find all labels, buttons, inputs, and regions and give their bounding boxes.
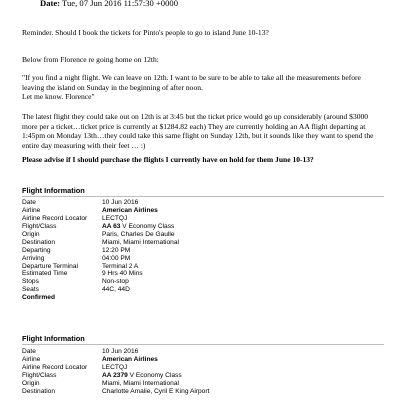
field-label: Destination xyxy=(22,387,55,395)
table-row xyxy=(22,223,384,231)
field-label: Airline xyxy=(22,206,41,214)
section-divider xyxy=(22,196,384,197)
section-divider xyxy=(22,344,384,345)
seats: 44C, 44D xyxy=(102,286,130,294)
table-row xyxy=(22,255,384,263)
record-locator: LECTQJ xyxy=(102,363,128,371)
quote-body: "If you find a night flight. We can leave on 12th. I want to be sure to be able to take all the measurements before leaving the island on Sunday in the beginning of after noon. xyxy=(22,73,361,92)
flight-class: V Economy Class xyxy=(120,222,175,230)
flight-date: 10 Jun 2016 xyxy=(102,348,139,355)
field-label: Stops xyxy=(22,278,39,286)
pricing-paragraph: The latest flight they could take out on 12th is at 3:45 but the ticket price would go up considerably (around $3000 more per a ticket…ticket price is currently at $1284.82 each) They are currently holding an AA flight departing at 1:45pm on Monday 13th…they could take this same flight on Sunday 12th, but it sounds like they want to spend the entire day measuring with their feet … :) xyxy=(22,112,374,150)
field-label: Departure Terminal xyxy=(22,262,78,270)
date-value: Tue, 07 Jun 2016 11:57:30 +0000 xyxy=(62,0,178,8)
field-label: Estimated Time xyxy=(22,270,68,278)
arriving-time: 04:00 PM xyxy=(102,254,131,262)
table-row xyxy=(22,247,384,255)
table-row xyxy=(22,364,384,372)
florence-intro-paragraph: Below from Florence re going home on 12th: xyxy=(22,55,159,64)
record-locator: LECTQJ xyxy=(102,214,128,222)
flight-destination: Miami, Miami International xyxy=(102,238,179,246)
airline-name: American Airlines xyxy=(102,355,158,363)
flight-info-title: Flight Information xyxy=(22,334,85,343)
field-label: Destination xyxy=(22,238,55,246)
field-label: Airline Record Locator xyxy=(22,363,88,371)
estimated-time: 9 Hrs 40 Mins xyxy=(102,270,143,278)
table-row xyxy=(22,231,384,239)
florence-quote xyxy=(22,73,384,102)
flight-info-table xyxy=(22,199,384,302)
field-label: Seats xyxy=(22,286,39,294)
table-row xyxy=(22,207,384,215)
table-row xyxy=(22,348,384,356)
flight-info-title: Flight Information xyxy=(22,186,85,195)
flight-info-table xyxy=(22,348,384,396)
field-label: Departing xyxy=(22,246,51,254)
flight-destination: Charlotte Amalie, Cyril E King Airport xyxy=(102,387,210,395)
status-badge: Confirmed xyxy=(22,294,55,302)
field-label: Origin xyxy=(22,230,40,238)
field-label: Arriving xyxy=(22,254,45,262)
table-row xyxy=(22,380,384,388)
purchase-question: Please advise if I should purchase the flights I currently have on hold for them June 10-13? xyxy=(22,155,314,164)
date-label: Date: xyxy=(40,0,61,8)
field-label: Flight/Class xyxy=(22,222,57,230)
field-label: Origin xyxy=(22,379,40,387)
field-label: Airline Record Locator xyxy=(22,214,88,222)
table-row xyxy=(22,215,384,223)
field-label: Date xyxy=(22,199,36,206)
field-label: Flight/Class xyxy=(22,371,57,379)
field-label: Airline xyxy=(22,355,41,363)
table-row xyxy=(22,239,384,247)
quote-signoff: Let me know. Florence" xyxy=(22,92,95,102)
airline-name: American Airlines xyxy=(102,206,158,214)
table-row xyxy=(22,263,384,271)
table-row xyxy=(22,278,384,286)
departing-time: 12:20 PM xyxy=(102,246,131,254)
flight-class: V Economy Class xyxy=(127,371,182,379)
departure-terminal: Terminal 2 A xyxy=(102,262,139,270)
table-row xyxy=(22,356,384,364)
table-row xyxy=(22,388,384,396)
flight-number: AA 2379 xyxy=(102,371,128,379)
stops: Non-stop xyxy=(102,278,129,286)
table-row xyxy=(22,286,384,294)
flight-date: 10 Jun 2016 xyxy=(102,199,139,206)
field-label: Date xyxy=(22,348,36,355)
flight-number: AA 63 xyxy=(102,222,121,230)
table-row xyxy=(22,199,384,207)
reminder-paragraph: Reminder. Should I book the tickets for Pinto's people to go to island June 10-13? xyxy=(22,28,269,37)
flight-origin: Miami, Miami International xyxy=(102,379,179,387)
table-row xyxy=(22,372,384,380)
flight-origin: Paris, Charles De Gaulle xyxy=(102,230,175,238)
date-line xyxy=(40,0,178,8)
table-row xyxy=(22,270,384,278)
